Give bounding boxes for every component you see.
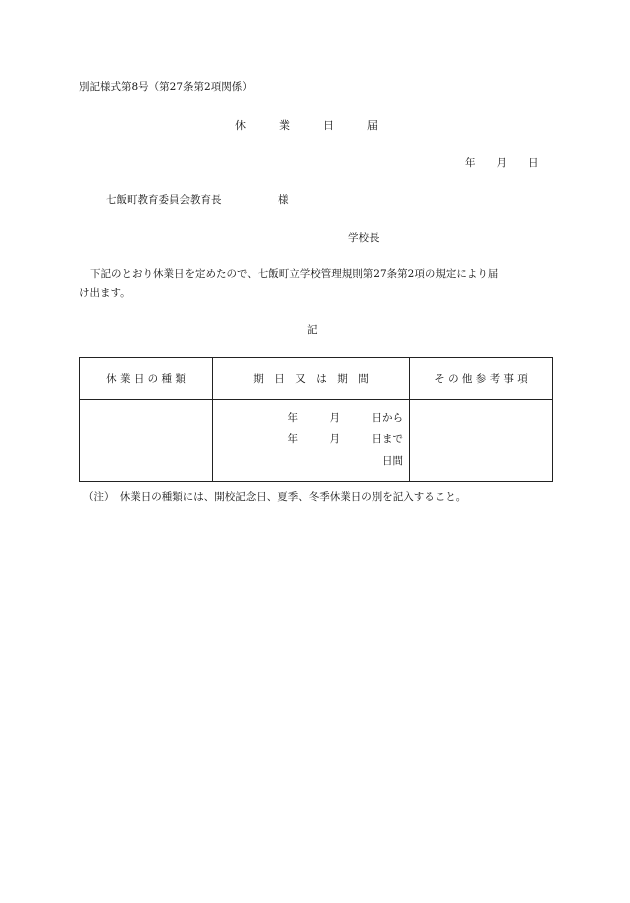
- period-cell: [213, 400, 410, 482]
- header-other-notes: そ の 他 参 考 事 項: [410, 358, 553, 400]
- sender-title: 学校長: [348, 232, 380, 244]
- footnote: （注） 休業日の種類には、開校記念日、夏季、冬季休業日の別を記入すること。: [83, 491, 467, 503]
- period-days: 日間: [382, 455, 403, 467]
- honorific: 様: [278, 194, 289, 206]
- holiday-type-cell: [80, 400, 213, 482]
- header-date-or-period: 期 日 又 は 期 間: [213, 358, 410, 400]
- table-row: [80, 400, 553, 482]
- form-number: 別記様式第8号（第27条第2項関係）: [79, 81, 253, 93]
- table-header-row: [80, 358, 553, 400]
- date-line: 年 月 日: [465, 157, 539, 169]
- period-to: 年 月 日まで: [287, 433, 403, 445]
- body-text-line-1: 下記のとおり休業日を定めたので、七飯町立学校管理規則第27条第2項の規定により届: [90, 268, 499, 280]
- document-title: 休 業 日 届: [235, 119, 378, 132]
- body-text-line-2: け出ます。: [79, 287, 131, 299]
- holiday-form-table: [79, 357, 553, 482]
- period-from: 年 月 日から: [287, 412, 403, 424]
- other-notes-cell: [410, 400, 553, 482]
- ki-heading: 記: [307, 324, 318, 336]
- header-holiday-type: 休 業 日 の 種 類: [80, 358, 213, 400]
- addressee: 七飯町教育委員会教育長: [106, 194, 222, 206]
